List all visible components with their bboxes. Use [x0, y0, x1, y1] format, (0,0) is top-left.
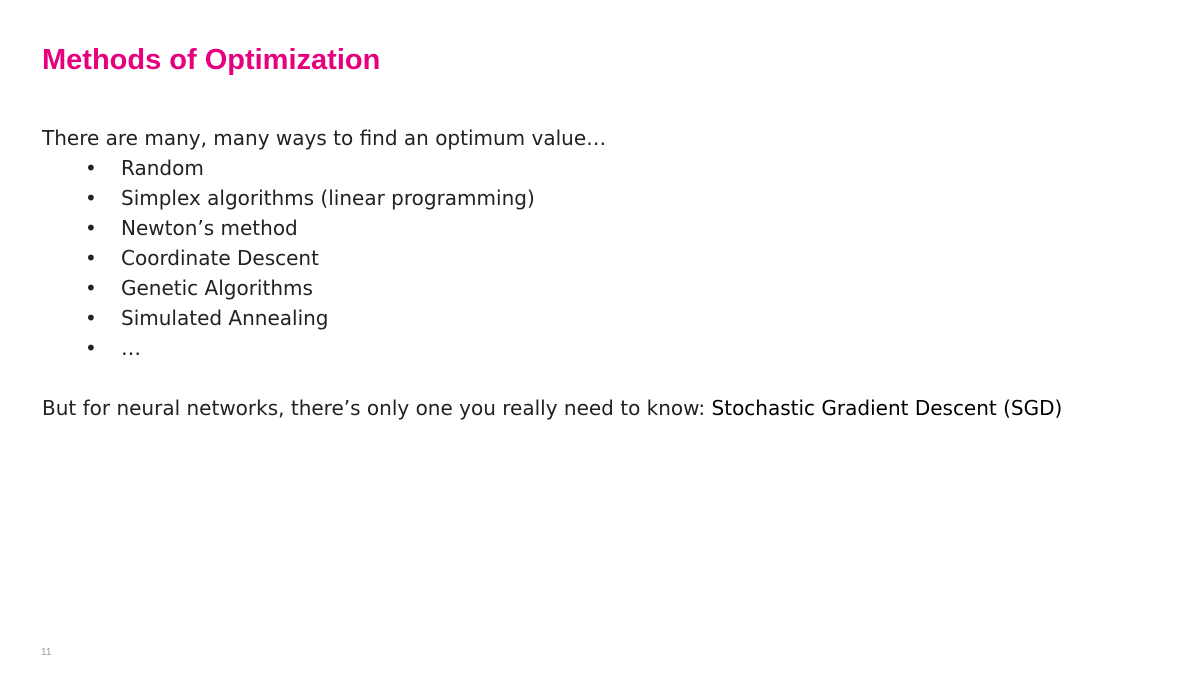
slide-title: Methods of Optimization: [42, 44, 381, 76]
conclusion-prefix: But for neural networks, there’s only one you really need to know:: [42, 396, 712, 420]
methods-list: [42, 153, 1162, 363]
sgd-highlight: Stochastic Gradient Descent (SGD): [711, 396, 1063, 420]
bullet-icon: •: [85, 336, 97, 360]
slide-body: [42, 123, 1162, 423]
list-item: [42, 303, 1162, 333]
bullet-icon: •: [85, 186, 97, 210]
list-item-label: Newton’s method: [121, 216, 298, 240]
list-item-label: Simplex algorithms (linear programming): [121, 186, 535, 210]
bullet-icon: •: [85, 306, 97, 330]
conclusion-text: [42, 393, 1162, 423]
list-item: [42, 213, 1162, 243]
list-item: [42, 243, 1162, 273]
bullet-icon: •: [85, 276, 97, 300]
list-item-label: …: [121, 336, 141, 360]
list-item-label: Random: [121, 156, 204, 180]
list-item: [42, 333, 1162, 363]
list-item: [42, 273, 1162, 303]
bullet-icon: •: [85, 246, 97, 270]
list-item: [42, 153, 1162, 183]
list-item-label: Simulated Annealing: [121, 306, 329, 330]
list-item-label: Genetic Algorithms: [121, 276, 313, 300]
intro-text: There are many, many ways to find an optimum value…: [42, 126, 607, 150]
bullet-icon: •: [85, 156, 97, 180]
bullet-icon: •: [85, 216, 97, 240]
page-number: 11: [41, 647, 52, 658]
list-item: [42, 183, 1162, 213]
list-item-label: Coordinate Descent: [121, 246, 319, 270]
